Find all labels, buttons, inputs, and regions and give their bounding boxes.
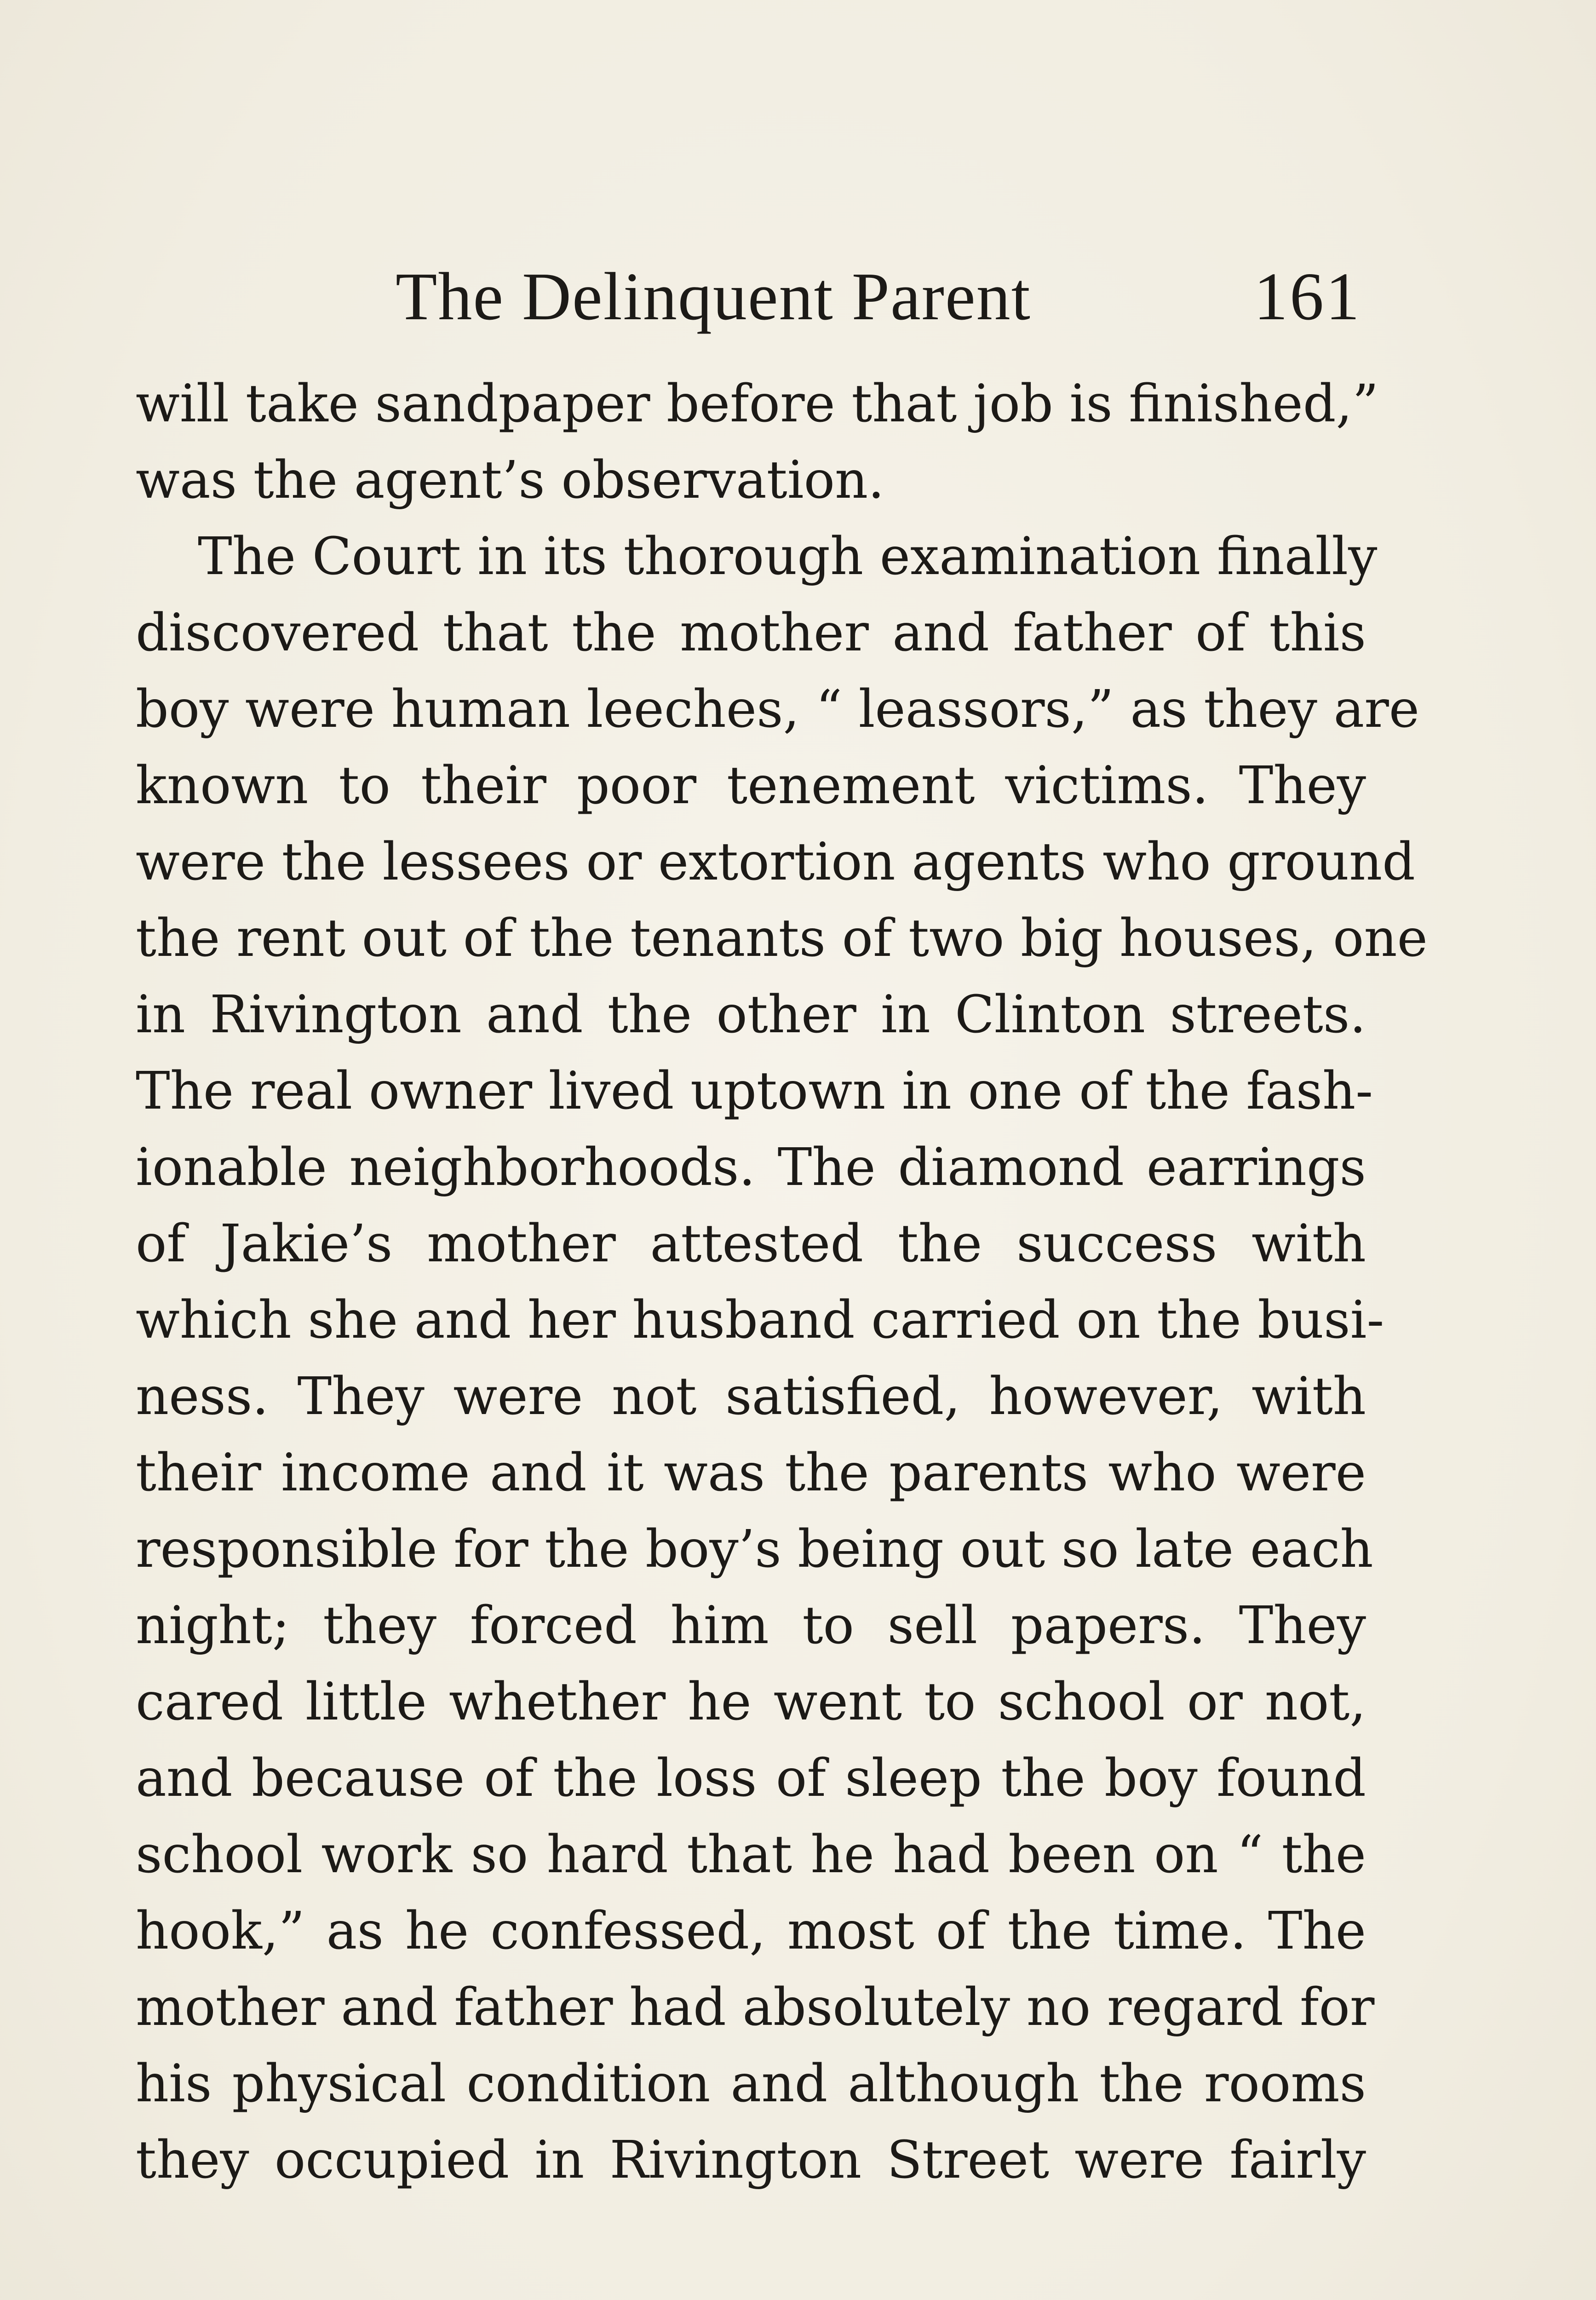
text-line: will take sandpaper before that job is finished,”	[136, 374, 1379, 434]
text-line: responsible for the boy’s being out so late each	[136, 1519, 1373, 1579]
running-title: The Delinquent Parent	[396, 259, 1031, 334]
text-line: of Jakie’s mother attested the success with	[136, 1214, 1366, 1274]
page-number: 161	[1254, 259, 1361, 334]
text-line: The real owner lived uptown in one of the fash-	[136, 1061, 1373, 1121]
text-line: discovered that the mother and father of this	[136, 603, 1366, 663]
text-line: hook,” as he confessed, most of the time. The	[136, 1901, 1366, 1961]
text-line: boy were human leeches, “ leassors,” as they are	[136, 679, 1420, 739]
text-line: they occupied in Rivington Street were fairly	[136, 2130, 1366, 2190]
text-line: ness. They were not satisfied, however, with	[136, 1367, 1366, 1426]
text-line: was the agent’s observation.	[136, 450, 884, 510]
text-line: which she and her husband carried on the busi-	[136, 1290, 1384, 1350]
running-head	[396, 255, 1361, 338]
text-line: cared little whether he went to school or not,	[136, 1672, 1366, 1732]
text-line: his physical condition and although the rooms	[136, 2054, 1366, 2114]
text-line: the rent out of the tenants of two big houses, one	[136, 908, 1428, 968]
text-line: ionable neighborhoods. The diamond earrings	[136, 1138, 1366, 1197]
paragraph-start-line: The Court in its thorough examination finally	[198, 527, 1378, 586]
text-line: their income and it was the parents who were	[136, 1443, 1366, 1503]
text-line: school work so hard that he had been on “ the	[136, 1825, 1366, 1885]
text-line: were the lessees or extortion agents who ground	[136, 832, 1415, 892]
text-line: known to their poor tenement victims. They	[136, 756, 1366, 816]
text-line: and because of the loss of sleep the boy found	[136, 1748, 1366, 1808]
text-line: night; they forced him to sell papers. They	[136, 1596, 1366, 1656]
body-text	[136, 366, 1428, 2198]
text-line: mother and father had absolutely no regard for	[136, 1978, 1375, 2037]
text-line: in Rivington and the other in Clinton streets.	[136, 985, 1366, 1045]
